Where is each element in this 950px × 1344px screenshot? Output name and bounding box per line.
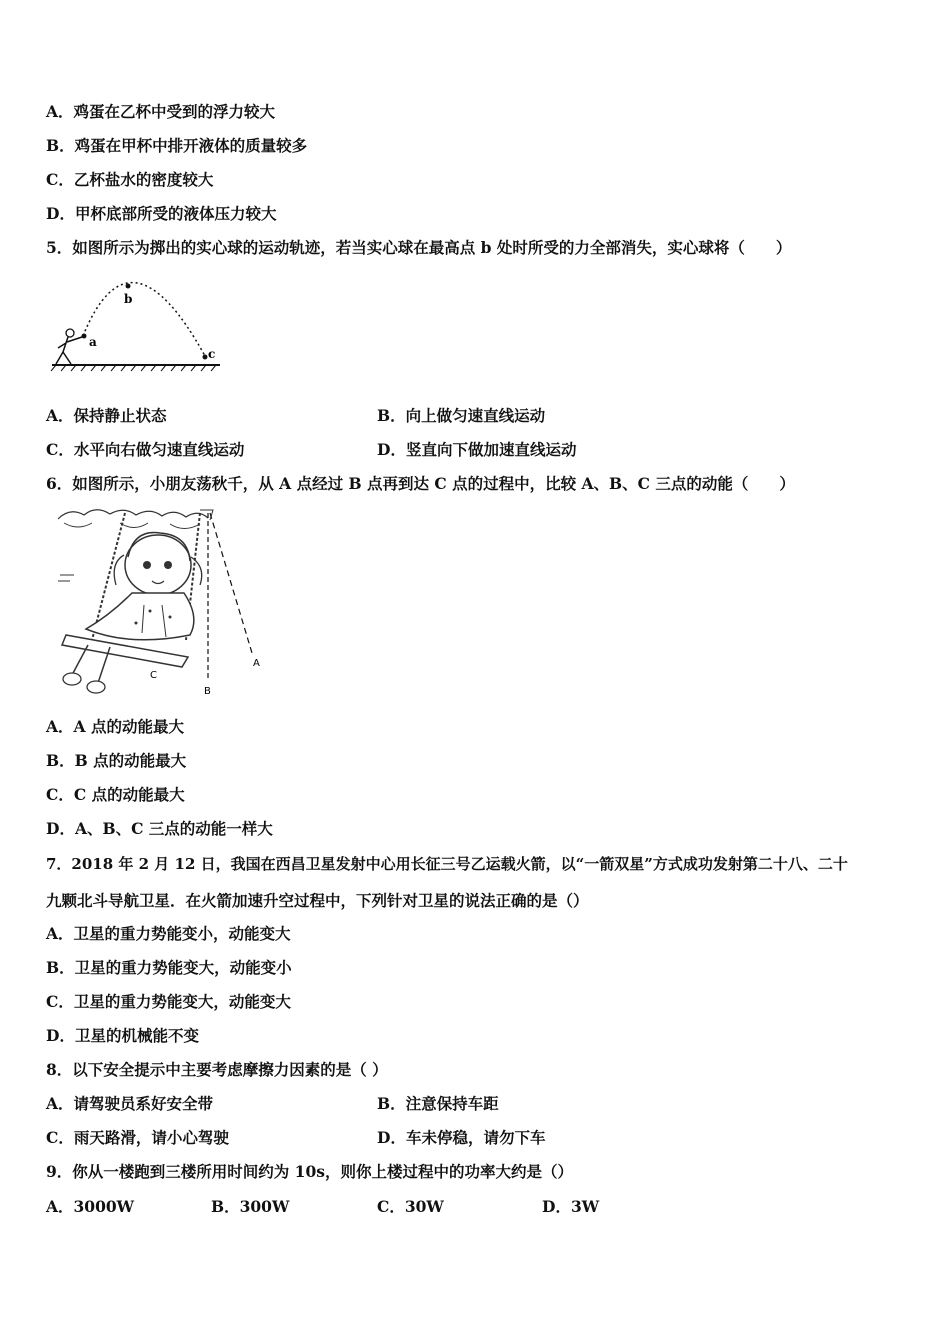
label-B: B bbox=[204, 686, 211, 697]
q8-option-c: C．雨天路滑，请小心驾驶 bbox=[46, 1128, 229, 1147]
q4-option-c: C．乙杯盐水的密度较大 bbox=[46, 170, 214, 189]
q6-option-c: C．C 点的动能最大 bbox=[46, 785, 185, 804]
label-C: C bbox=[150, 670, 157, 681]
q6-option-b: B．B 点的动能最大 bbox=[46, 751, 187, 770]
q8-option-b: B．注意保持车距 bbox=[377, 1094, 499, 1113]
q7-option-c: C．卫星的重力势能变大，动能变大 bbox=[46, 992, 291, 1011]
q5-option-d: D．竖直向下做加速直线运动 bbox=[377, 440, 577, 459]
label-A: A bbox=[253, 658, 260, 669]
q5-stem: 5．如图所示为掷出的实心球的运动轨迹，若当实心球在最高点 b 处时所受的力全部消失，实心球将（ ） bbox=[46, 238, 792, 257]
q4-option-b: B．鸡蛋在甲杯中排开液体的质量较多 bbox=[46, 136, 308, 155]
label-c: c bbox=[208, 347, 216, 361]
q9-stem: 9．你从一楼跑到三楼所用时间约为 10s，则你上楼过程中的功率大约是（） bbox=[46, 1162, 573, 1181]
q5-trajectory-figure bbox=[48, 272, 228, 376]
q7-option-b: B．卫星的重力势能变大，动能变小 bbox=[46, 958, 292, 977]
q4-option-a: A．鸡蛋在乙杯中受到的浮力较大 bbox=[46, 102, 276, 121]
q5-option-b: B．向上做匀速直线运动 bbox=[377, 406, 546, 425]
q8-stem: 8．以下安全提示中主要考虑摩擦力因素的是（ ） bbox=[46, 1060, 388, 1079]
q6-option-a: A．A 点的动能最大 bbox=[46, 717, 184, 736]
q7-option-a: A．卫星的重力势能变小，动能变大 bbox=[46, 924, 291, 943]
q6-option-d: D．A、B、C 三点的动能一样大 bbox=[46, 819, 273, 838]
q5-option-c: C．水平向右做匀速直线运动 bbox=[46, 440, 245, 459]
q8-option-a: A．请驾驶员系好安全带 bbox=[46, 1094, 214, 1113]
q9-option-a: A．3000W bbox=[46, 1197, 135, 1216]
q6-swing-figure bbox=[50, 505, 270, 700]
q9-option-b: B．300W bbox=[211, 1197, 290, 1216]
q9-option-c: C．30W bbox=[377, 1197, 444, 1216]
q7-option-d: D．卫星的机械能不变 bbox=[46, 1026, 199, 1045]
q8-option-d: D．车未停稳，请勿下车 bbox=[377, 1128, 546, 1147]
q4-option-d: D．甲杯底部所受的液体压力较大 bbox=[46, 204, 277, 223]
q7-stem-line2: 九颗北斗导航卫星．在火箭加速升空过程中，下列针对卫星的说法正确的是（） bbox=[46, 891, 589, 910]
label-a: a bbox=[89, 335, 97, 349]
q6-stem: 6．如图所示，小朋友荡秋千，从 A 点经过 B 点再到达 C 点的过程中，比较 A、B、C 三点的动能（ ） bbox=[46, 474, 795, 493]
q5-option-a: A．保持静止状态 bbox=[46, 406, 167, 425]
q9-option-d: D．3W bbox=[542, 1197, 600, 1216]
q7-stem-line1: 7．2018 年 2 月 12 日，我国在西昌卫星发射中心用长征三号乙运载火箭，以“一箭双星”方式成功发射第二十八、二十 bbox=[46, 855, 848, 873]
label-b: b bbox=[124, 292, 133, 306]
